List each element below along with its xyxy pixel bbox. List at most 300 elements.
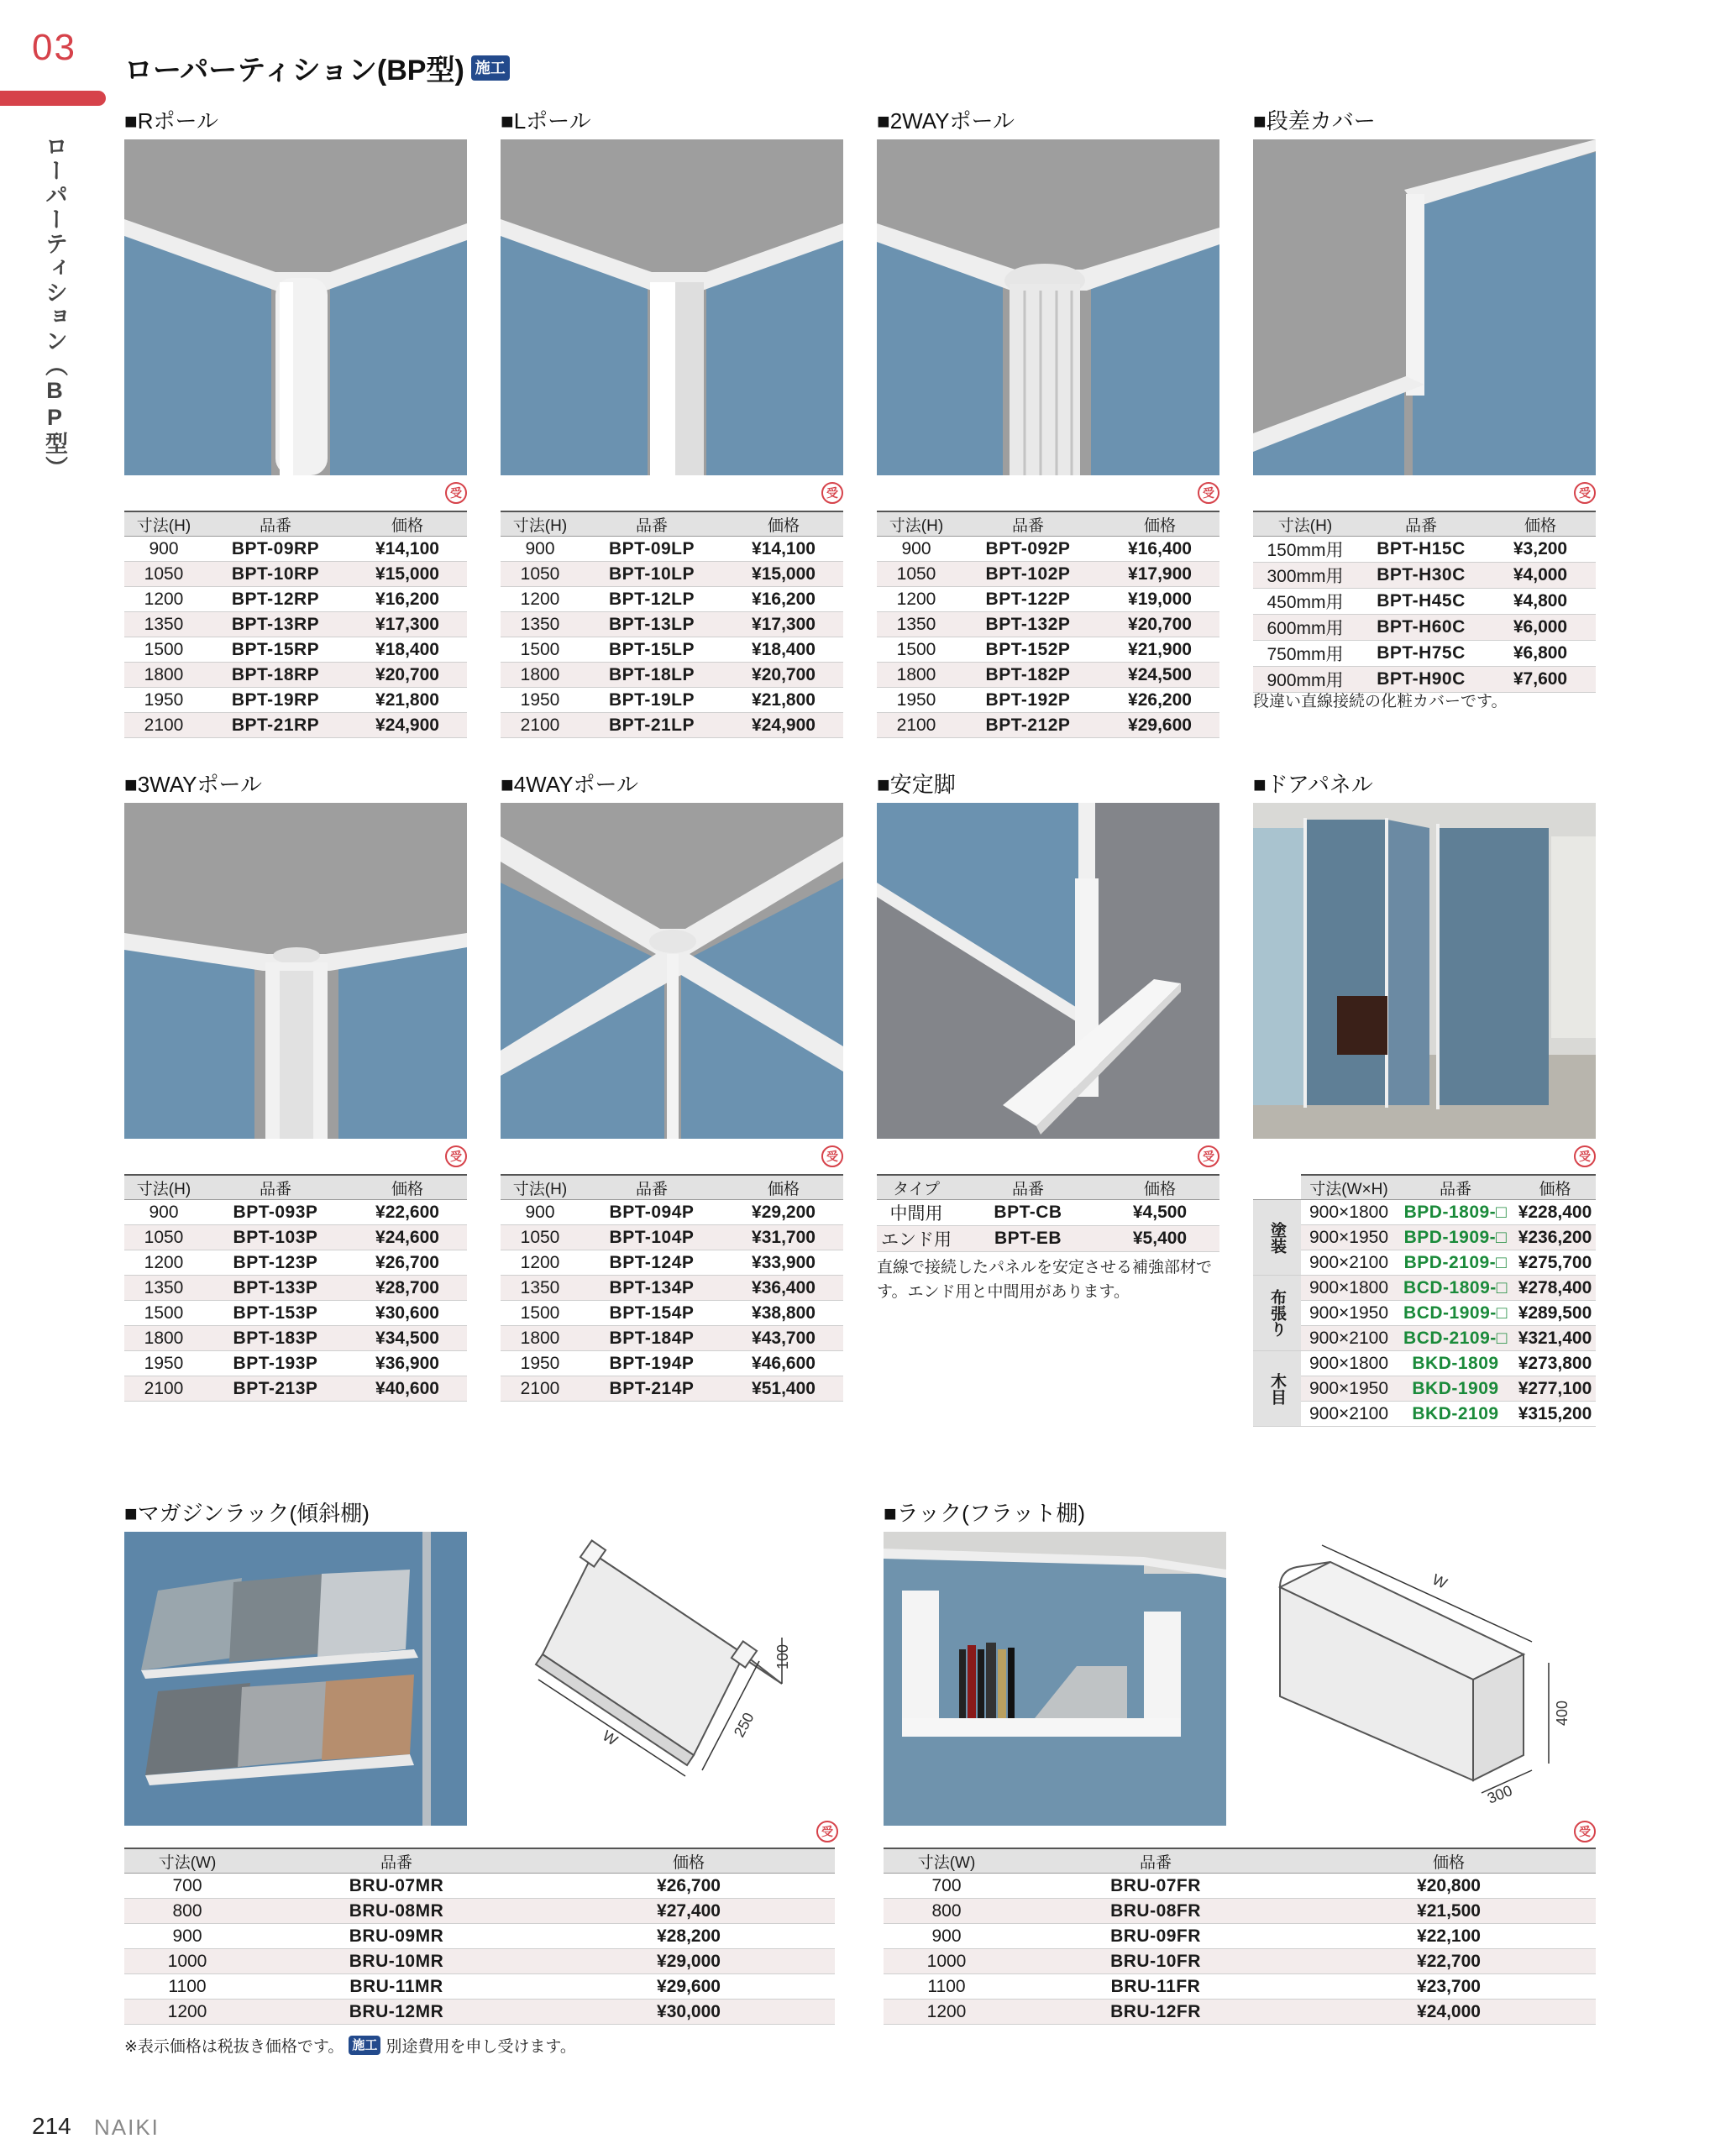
col-header: 品番 bbox=[1357, 511, 1485, 537]
cell-price: ¥26,700 bbox=[543, 1874, 835, 1899]
section-title-l-pole: ■Lポール bbox=[501, 108, 591, 134]
cell-size: 600mm用 bbox=[1253, 615, 1357, 641]
cell-code: BPT-H90C bbox=[1357, 667, 1485, 693]
dim-label-depth: 250 bbox=[730, 1709, 758, 1740]
cell-code: BPD-1909-□ bbox=[1397, 1225, 1514, 1250]
cell-price: ¥29,600 bbox=[543, 1974, 835, 2000]
stand-foot-photo bbox=[877, 803, 1219, 1139]
cell-size: 2100 bbox=[124, 713, 203, 738]
cell-price: ¥275,700 bbox=[1514, 1250, 1596, 1276]
table-row bbox=[877, 537, 1219, 562]
section-title-2way-pole: ■2WAYポール bbox=[877, 108, 1015, 134]
table-row bbox=[877, 587, 1219, 612]
cell-size: 1050 bbox=[124, 562, 203, 587]
dim-label-height: 100 bbox=[774, 1643, 791, 1669]
cell-price: ¥36,900 bbox=[348, 1351, 467, 1376]
cell-code: BPT-093P bbox=[203, 1200, 348, 1225]
cell-price: ¥17,300 bbox=[724, 612, 843, 637]
cell-price: ¥26,700 bbox=[348, 1250, 467, 1276]
col-header: 価格 bbox=[1100, 511, 1219, 537]
cell-code: BCD-1809-□ bbox=[1397, 1276, 1514, 1301]
table-row bbox=[501, 713, 843, 738]
cell-size: 2100 bbox=[501, 1376, 580, 1402]
col-header: 価格 bbox=[724, 511, 843, 537]
table-row bbox=[124, 612, 467, 637]
cell-code: BPT-15LP bbox=[580, 637, 724, 663]
side-chapter-title: ローパーティション（BP型） bbox=[42, 134, 67, 480]
section-title-stand-foot: ■安定脚 bbox=[877, 772, 956, 797]
col-header: 寸法(H) bbox=[501, 511, 580, 537]
door-panel-photo bbox=[1253, 803, 1596, 1139]
uke-icon: 受 bbox=[445, 482, 467, 504]
cell-code: BRU-08MR bbox=[250, 1899, 543, 1924]
dim-label-depth: 300 bbox=[1485, 1781, 1515, 1806]
cell-size: 1200 bbox=[124, 1250, 203, 1276]
cell-size: 900×2100 bbox=[1301, 1402, 1397, 1427]
table-row bbox=[1253, 641, 1596, 667]
table-row bbox=[124, 537, 467, 562]
cell-price: ¥273,800 bbox=[1514, 1351, 1596, 1376]
flat-rack-photo bbox=[884, 1532, 1226, 1826]
cell-price: ¥3,200 bbox=[1485, 537, 1596, 563]
col-header: 寸法(H) bbox=[1253, 511, 1357, 537]
cell-code: BPT-153P bbox=[203, 1301, 348, 1326]
magazine-rack-table bbox=[124, 1848, 835, 2025]
uke-icon: 受 bbox=[1198, 1145, 1219, 1167]
table-row bbox=[884, 2000, 1596, 2025]
cell-price: ¥20,700 bbox=[1100, 612, 1219, 637]
cell-size: 1800 bbox=[501, 1326, 580, 1351]
construction-badge: 施工 bbox=[471, 55, 510, 81]
cell-code: BPT-12LP bbox=[580, 587, 724, 612]
cell-size: 1350 bbox=[501, 612, 580, 637]
cell-price: ¥6,800 bbox=[1485, 641, 1596, 667]
construction-badge: 施工 bbox=[349, 2036, 380, 2055]
col-header: 価格 bbox=[348, 511, 467, 537]
cell-code: BRU-12MR bbox=[250, 2000, 543, 2025]
cell-size: 1000 bbox=[884, 1949, 1010, 1974]
footnote-tax: ※表示価格は税抜き価格です。 bbox=[124, 2038, 344, 2056]
cell-size: 1500 bbox=[124, 1301, 203, 1326]
cell-size: 750mm用 bbox=[1253, 641, 1357, 667]
cell-price: ¥321,400 bbox=[1514, 1326, 1596, 1351]
table-row bbox=[124, 663, 467, 688]
uke-icon: 受 bbox=[1574, 482, 1596, 504]
cell-code: BPT-19RP bbox=[203, 688, 348, 713]
cell-price: ¥38,800 bbox=[724, 1301, 843, 1326]
cell-code: BRU-10MR bbox=[250, 1949, 543, 1974]
chapter-number: 03 bbox=[32, 27, 76, 68]
cell-code: BRU-08FR bbox=[1010, 1899, 1302, 1924]
2way-pole-table bbox=[877, 511, 1219, 738]
cell-size: 300mm用 bbox=[1253, 563, 1357, 589]
table-row bbox=[1253, 1276, 1596, 1301]
col-header: 寸法(W×H) bbox=[1301, 1175, 1397, 1200]
cell-size: 900×1800 bbox=[1301, 1276, 1397, 1301]
4way-pole-table bbox=[501, 1174, 843, 1402]
cell-price: ¥24,600 bbox=[348, 1225, 467, 1250]
cell-price: ¥29,000 bbox=[543, 1949, 835, 1974]
col-header: 品番 bbox=[956, 511, 1100, 537]
cell-code: BPT-EB bbox=[956, 1226, 1100, 1252]
section-title-flat-rack: ■ラック(フラット棚) bbox=[884, 1501, 1085, 1526]
cell-price: ¥7,600 bbox=[1485, 667, 1596, 693]
cell-size: 1200 bbox=[877, 587, 956, 612]
cell-price: ¥22,600 bbox=[348, 1200, 467, 1225]
3way-pole-table bbox=[124, 1174, 467, 1402]
cell-code: BRU-12FR bbox=[1010, 2000, 1302, 2025]
l-pole-photo bbox=[501, 139, 843, 475]
cell-size: 1000 bbox=[124, 1949, 250, 1974]
table-row bbox=[877, 713, 1219, 738]
table-row bbox=[124, 1250, 467, 1276]
cell-size: 1200 bbox=[124, 587, 203, 612]
col-header: タイプ bbox=[877, 1175, 956, 1200]
cell-code: BCD-2109-□ bbox=[1397, 1326, 1514, 1351]
table-row bbox=[884, 1899, 1596, 1924]
cell-code: BPT-H30C bbox=[1357, 563, 1485, 589]
cell-size: 700 bbox=[124, 1874, 250, 1899]
table-row bbox=[124, 1949, 835, 1974]
col-header: 寸法(H) bbox=[124, 511, 203, 537]
col-header: 品番 bbox=[580, 511, 724, 537]
uke-icon: 受 bbox=[816, 1821, 838, 1842]
cell-size: 900 bbox=[124, 537, 203, 562]
col-header-blank bbox=[1253, 1175, 1301, 1200]
table-row bbox=[1253, 1200, 1596, 1225]
cell-price: ¥17,900 bbox=[1100, 562, 1219, 587]
cell-size: 1500 bbox=[124, 637, 203, 663]
cell-code: BPT-103P bbox=[203, 1225, 348, 1250]
cell-code: BPT-194P bbox=[580, 1351, 724, 1376]
table-row bbox=[501, 688, 843, 713]
table-row bbox=[501, 1200, 843, 1225]
cell-code: BPT-094P bbox=[580, 1200, 724, 1225]
cell-price: ¥14,100 bbox=[348, 537, 467, 562]
col-header: 価格 bbox=[1514, 1175, 1596, 1200]
table-row bbox=[1253, 1301, 1596, 1326]
cell-code: BPT-21RP bbox=[203, 713, 348, 738]
cell-type: エンド用 bbox=[877, 1226, 956, 1252]
cell-price: ¥34,500 bbox=[348, 1326, 467, 1351]
table-row bbox=[1253, 667, 1596, 693]
cell-size: 1500 bbox=[501, 1301, 580, 1326]
section-title-3way-pole: ■3WAYポール bbox=[124, 772, 262, 797]
section-title-r-pole: ■Rポール bbox=[124, 108, 218, 134]
section-title-step-cover: ■段差カバー bbox=[1253, 108, 1376, 134]
group-label: 木目 bbox=[1253, 1351, 1301, 1427]
cell-size: 900×1950 bbox=[1301, 1225, 1397, 1250]
cell-price: ¥30,600 bbox=[348, 1301, 467, 1326]
cell-price: ¥18,400 bbox=[724, 637, 843, 663]
step-cover-table bbox=[1253, 511, 1596, 693]
cell-code: BPT-152P bbox=[956, 637, 1100, 663]
magazine-rack-diagram bbox=[492, 1537, 811, 1806]
cell-code: BPT-19LP bbox=[580, 688, 724, 713]
cell-size: 1950 bbox=[501, 688, 580, 713]
cell-code: BPT-183P bbox=[203, 1326, 348, 1351]
l-pole-table bbox=[501, 511, 843, 738]
table-row bbox=[124, 1974, 835, 2000]
cell-size: 900 bbox=[877, 537, 956, 562]
cell-price: ¥28,200 bbox=[543, 1924, 835, 1949]
table-row bbox=[1253, 1250, 1596, 1276]
cell-size: 1350 bbox=[501, 1276, 580, 1301]
cell-price: ¥26,200 bbox=[1100, 688, 1219, 713]
2way-pole-photo bbox=[877, 139, 1219, 475]
table-row bbox=[124, 713, 467, 738]
col-header: 品番 bbox=[1397, 1175, 1514, 1200]
cell-size: 900 bbox=[501, 1200, 580, 1225]
cell-code: BPT-133P bbox=[203, 1276, 348, 1301]
uke-icon: 受 bbox=[1198, 482, 1219, 504]
cell-price: ¥315,200 bbox=[1514, 1402, 1596, 1427]
cell-code: BKD-1909 bbox=[1397, 1376, 1514, 1402]
cell-price: ¥20,700 bbox=[724, 663, 843, 688]
cell-code: BPT-154P bbox=[580, 1301, 724, 1326]
cell-price: ¥31,700 bbox=[724, 1225, 843, 1250]
table-row bbox=[884, 1924, 1596, 1949]
uke-icon: 受 bbox=[821, 482, 843, 504]
table-row bbox=[1253, 1376, 1596, 1402]
footnote-fee: 別途費用を申し受けます。 bbox=[385, 2038, 576, 2056]
cell-size: 1500 bbox=[501, 637, 580, 663]
table-row bbox=[884, 1974, 1596, 2000]
cell-size: 450mm用 bbox=[1253, 589, 1357, 615]
uke-icon: 受 bbox=[445, 1145, 467, 1167]
cell-code: BPT-182P bbox=[956, 663, 1100, 688]
cell-price: ¥4,500 bbox=[1100, 1200, 1219, 1226]
table-row bbox=[877, 663, 1219, 688]
cell-price: ¥23,700 bbox=[1302, 1974, 1596, 2000]
cell-code: BPT-214P bbox=[580, 1376, 724, 1402]
table-row bbox=[501, 1326, 843, 1351]
cell-code: BPT-10LP bbox=[580, 562, 724, 587]
dim-label-w: W bbox=[1429, 1570, 1450, 1592]
cell-price: ¥24,000 bbox=[1302, 2000, 1596, 2025]
cell-price: ¥277,100 bbox=[1514, 1376, 1596, 1402]
cell-code: BPT-09LP bbox=[580, 537, 724, 562]
col-header: 品番 bbox=[956, 1175, 1100, 1200]
cell-size: 1100 bbox=[884, 1974, 1010, 2000]
group-label: 塗装 bbox=[1253, 1200, 1301, 1276]
cell-code: BRU-10FR bbox=[1010, 1949, 1302, 1974]
cell-size: 1350 bbox=[877, 612, 956, 637]
cell-size: 900 bbox=[884, 1924, 1010, 1949]
col-header: 品番 bbox=[250, 1848, 543, 1874]
cell-price: ¥29,600 bbox=[1100, 713, 1219, 738]
page-title-text: ローパーティション(BP型) bbox=[124, 55, 464, 86]
table-row bbox=[877, 1226, 1219, 1252]
col-header: 品番 bbox=[580, 1175, 724, 1200]
col-header: 価格 bbox=[724, 1175, 843, 1200]
table-row bbox=[124, 1376, 467, 1402]
cell-code: BPT-CB bbox=[956, 1200, 1100, 1226]
cell-size: 900×1800 bbox=[1301, 1351, 1397, 1376]
table-row bbox=[124, 587, 467, 612]
cell-size: 900×2100 bbox=[1301, 1250, 1397, 1276]
cell-price: ¥36,400 bbox=[724, 1276, 843, 1301]
table-row bbox=[124, 1924, 835, 1949]
step-cover-note: 段違い直線接続の化粧カバーです。 bbox=[1253, 693, 1508, 710]
table-row bbox=[501, 537, 843, 562]
cell-price: ¥29,200 bbox=[724, 1200, 843, 1225]
cell-size: 900mm用 bbox=[1253, 667, 1357, 693]
cell-price: ¥17,300 bbox=[348, 612, 467, 637]
table-row bbox=[501, 612, 843, 637]
table-row bbox=[1253, 1225, 1596, 1250]
chapter-tab-bar bbox=[0, 91, 106, 106]
cell-price: ¥21,800 bbox=[348, 688, 467, 713]
cell-price: ¥15,000 bbox=[724, 562, 843, 587]
cell-size: 1100 bbox=[124, 1974, 250, 2000]
dim-label-height: 400 bbox=[1554, 1700, 1571, 1726]
cell-price: ¥40,600 bbox=[348, 1376, 467, 1402]
table-row bbox=[1253, 615, 1596, 641]
cell-size: 1800 bbox=[124, 1326, 203, 1351]
cell-price: ¥16,200 bbox=[348, 587, 467, 612]
cell-size: 1050 bbox=[501, 1225, 580, 1250]
table-row bbox=[877, 688, 1219, 713]
cell-size: 1950 bbox=[877, 688, 956, 713]
col-header: 寸法(W) bbox=[884, 1848, 1010, 1874]
cell-code: BRU-07FR bbox=[1010, 1874, 1302, 1899]
cell-code: BPT-10RP bbox=[203, 562, 348, 587]
table-row bbox=[124, 1276, 467, 1301]
cell-price: ¥6,000 bbox=[1485, 615, 1596, 641]
cell-price: ¥33,900 bbox=[724, 1250, 843, 1276]
cell-size: 1950 bbox=[124, 1351, 203, 1376]
cell-code: BPT-18RP bbox=[203, 663, 348, 688]
cell-code: BRU-09FR bbox=[1010, 1924, 1302, 1949]
cell-size: 1050 bbox=[501, 562, 580, 587]
table-row bbox=[501, 663, 843, 688]
table-row bbox=[124, 1899, 835, 1924]
col-header: 寸法(W) bbox=[124, 1848, 250, 1874]
table-row bbox=[124, 1874, 835, 1899]
cell-code: BKD-2109 bbox=[1397, 1402, 1514, 1427]
cell-price: ¥51,400 bbox=[724, 1376, 843, 1402]
cell-code: BPT-104P bbox=[580, 1225, 724, 1250]
col-header: 寸法(H) bbox=[877, 511, 956, 537]
table-row bbox=[501, 1225, 843, 1250]
cell-size: 900×1800 bbox=[1301, 1200, 1397, 1225]
3way-pole-photo bbox=[124, 803, 467, 1139]
table-row bbox=[501, 1376, 843, 1402]
cell-code: BPT-212P bbox=[956, 713, 1100, 738]
cell-code: BRU-09MR bbox=[250, 1924, 543, 1949]
cell-price: ¥28,700 bbox=[348, 1276, 467, 1301]
footnote bbox=[124, 2034, 576, 2057]
cell-size: 1200 bbox=[501, 1250, 580, 1276]
col-header: 価格 bbox=[1302, 1848, 1596, 1874]
cell-size: 1800 bbox=[124, 663, 203, 688]
cell-code: BPT-15RP bbox=[203, 637, 348, 663]
cell-code: BPT-192P bbox=[956, 688, 1100, 713]
table-row bbox=[124, 688, 467, 713]
col-header: 寸法(H) bbox=[124, 1175, 203, 1200]
group-label: 布張り bbox=[1253, 1276, 1301, 1351]
cell-size: 1950 bbox=[124, 688, 203, 713]
cell-size: 1350 bbox=[124, 612, 203, 637]
section-title-4way-pole: ■4WAYポール bbox=[501, 772, 638, 797]
cell-size: 1050 bbox=[877, 562, 956, 587]
cell-price: ¥20,700 bbox=[348, 663, 467, 688]
col-header: 寸法(H) bbox=[501, 1175, 580, 1200]
cell-code: BPT-12RP bbox=[203, 587, 348, 612]
cell-price: ¥21,800 bbox=[724, 688, 843, 713]
cell-size: 1200 bbox=[124, 2000, 250, 2025]
cell-size: 1200 bbox=[884, 2000, 1010, 2025]
cell-size: 150mm用 bbox=[1253, 537, 1357, 563]
door-panel-table bbox=[1253, 1174, 1596, 1427]
cell-size: 700 bbox=[884, 1874, 1010, 1899]
cell-code: BPT-184P bbox=[580, 1326, 724, 1351]
cell-size: 800 bbox=[124, 1899, 250, 1924]
cell-price: ¥15,000 bbox=[348, 562, 467, 587]
cell-size: 2100 bbox=[877, 713, 956, 738]
4way-pole-photo bbox=[501, 803, 843, 1139]
uke-icon: 受 bbox=[1574, 1145, 1596, 1167]
cell-code: BPT-H15C bbox=[1357, 537, 1485, 563]
cell-code: BPT-132P bbox=[956, 612, 1100, 637]
cell-price: ¥24,500 bbox=[1100, 663, 1219, 688]
cell-price: ¥21,500 bbox=[1302, 1899, 1596, 1924]
table-row bbox=[877, 637, 1219, 663]
cell-price: ¥4,000 bbox=[1485, 563, 1596, 589]
dim-label-w: W bbox=[599, 1727, 621, 1749]
col-header: 価格 bbox=[1485, 511, 1596, 537]
cell-price: ¥24,900 bbox=[348, 713, 467, 738]
col-header: 品番 bbox=[203, 511, 348, 537]
uke-icon: 受 bbox=[821, 1145, 843, 1167]
cell-price: ¥5,400 bbox=[1100, 1226, 1219, 1252]
brand-name: NAIKI bbox=[94, 2115, 160, 2140]
cell-code: BPT-092P bbox=[956, 537, 1100, 562]
cell-code: BPD-2109-□ bbox=[1397, 1250, 1514, 1276]
step-cover-photo bbox=[1253, 139, 1596, 475]
section-title-door-panel: ■ドアパネル bbox=[1253, 772, 1373, 797]
cell-price: ¥18,400 bbox=[348, 637, 467, 663]
cell-code: BPT-123P bbox=[203, 1250, 348, 1276]
stand-foot-table bbox=[877, 1174, 1219, 1252]
uke-icon: 受 bbox=[1574, 1821, 1596, 1842]
cell-code: BPT-H60C bbox=[1357, 615, 1485, 641]
cell-size: 900 bbox=[501, 537, 580, 562]
table-row bbox=[124, 637, 467, 663]
table-row bbox=[501, 1276, 843, 1301]
cell-price: ¥228,400 bbox=[1514, 1200, 1596, 1225]
cell-price: ¥289,500 bbox=[1514, 1301, 1596, 1326]
table-row bbox=[877, 1200, 1219, 1226]
cell-price: ¥19,000 bbox=[1100, 587, 1219, 612]
table-row bbox=[884, 1874, 1596, 1899]
cell-price: ¥16,200 bbox=[724, 587, 843, 612]
cell-price: ¥21,900 bbox=[1100, 637, 1219, 663]
cell-code: BPT-124P bbox=[580, 1250, 724, 1276]
table-row bbox=[124, 1200, 467, 1225]
col-header: 価格 bbox=[543, 1848, 835, 1874]
cell-price: ¥24,900 bbox=[724, 713, 843, 738]
col-header: 価格 bbox=[1100, 1175, 1219, 1200]
cell-price: ¥278,400 bbox=[1514, 1276, 1596, 1301]
table-row bbox=[1253, 1402, 1596, 1427]
magazine-rack-photo bbox=[124, 1532, 467, 1826]
cell-size: 2100 bbox=[501, 713, 580, 738]
cell-price: ¥22,700 bbox=[1302, 1949, 1596, 1974]
cell-price: ¥27,400 bbox=[543, 1899, 835, 1924]
table-row bbox=[501, 587, 843, 612]
